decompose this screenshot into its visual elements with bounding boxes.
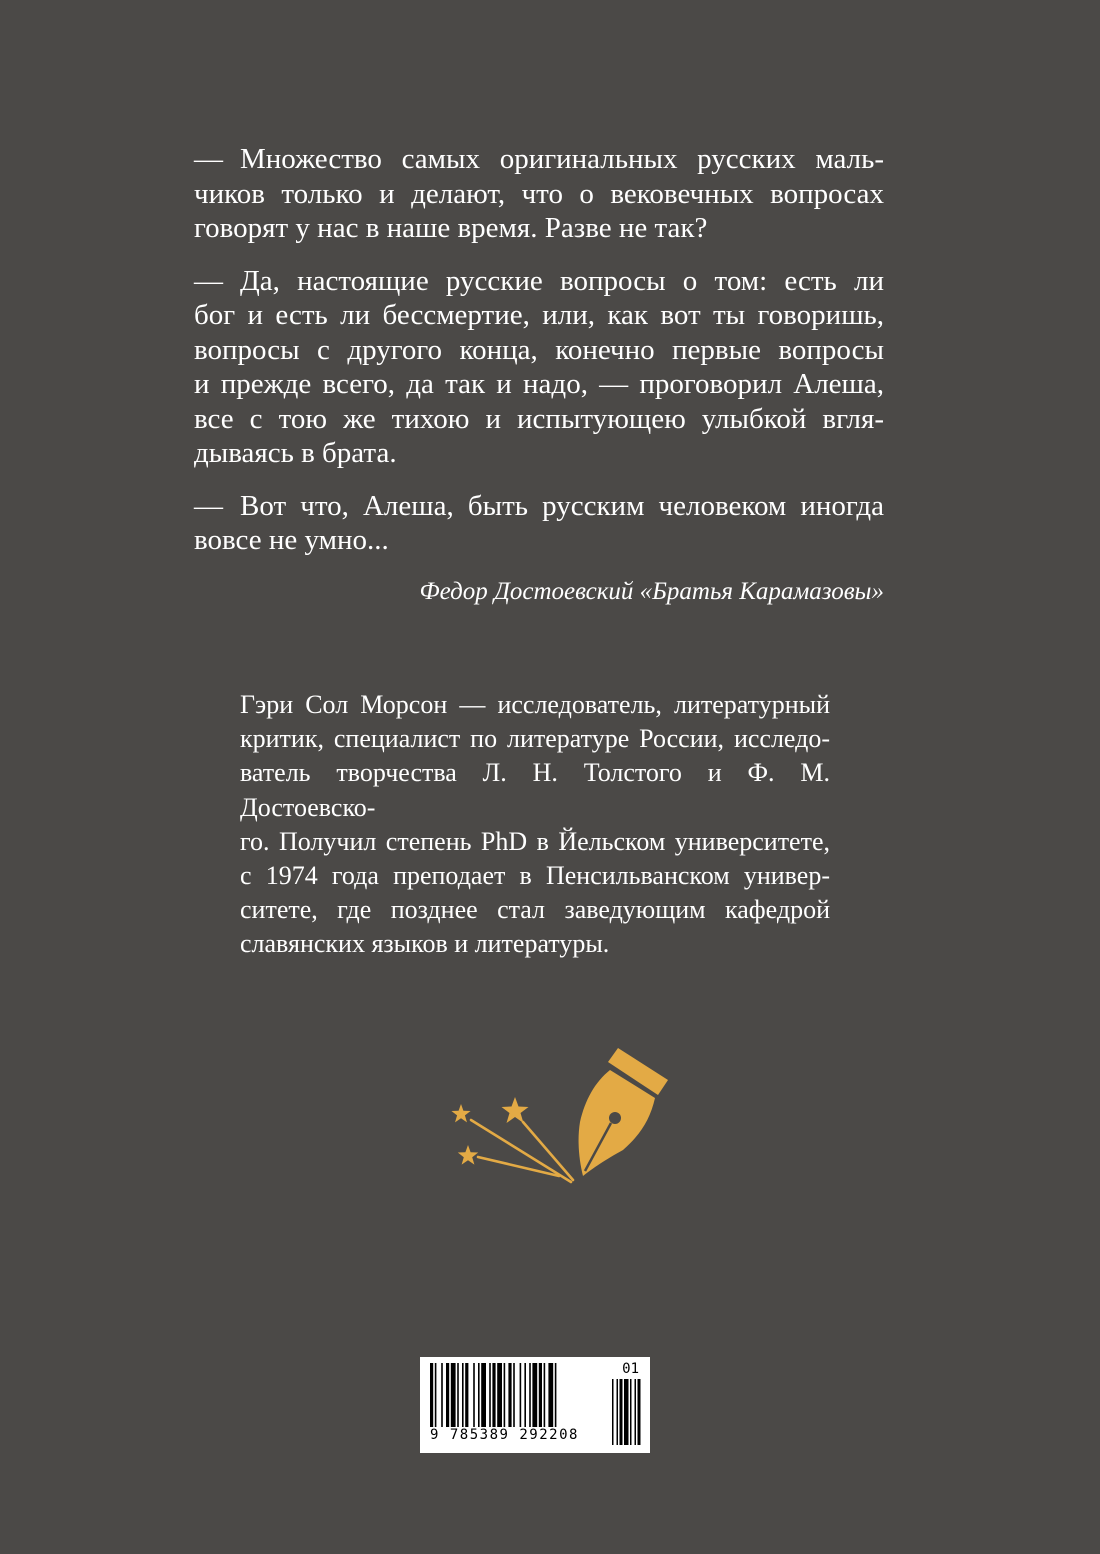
quote-line: [194, 264, 884, 299]
barcode-addon-digits: 01: [622, 1361, 639, 1377]
barcode-bar: [497, 1363, 502, 1429]
bio-line: ватель творчества Л. Н. Толстого и Ф. М. Достоевско-: [240, 758, 830, 822]
barcode-bar: [529, 1363, 531, 1429]
barcode-bar: [462, 1363, 464, 1429]
barcode-bar: [520, 1363, 522, 1429]
barcode-bar: [430, 1363, 433, 1429]
quote-paragraph-3: [194, 489, 884, 558]
bio-line: го. Получил степень PhD в Йельском университете,: [240, 826, 830, 856]
barcode-addon-bar: [638, 1379, 641, 1445]
barcode-addon-bar: [617, 1379, 619, 1445]
quote-paragraph-1: [194, 142, 884, 246]
star-icon: [458, 1145, 478, 1165]
epigraph-quote: [194, 142, 884, 576]
barcode-bar: [504, 1363, 506, 1429]
barcode-bar: [508, 1363, 511, 1429]
barcode-bar: [481, 1363, 486, 1429]
bio-line: ситете, где позднее стал заведующим кафедрой: [240, 895, 830, 925]
barcode-bar: [548, 1363, 553, 1429]
publisher-logo-svg: [445, 1040, 685, 1190]
barcode-bar: [544, 1363, 546, 1429]
barcode-bar: [441, 1363, 443, 1429]
barcode-bar: [492, 1363, 495, 1429]
quote-line: вопросы с другого конца, конечно первые вопросы: [194, 333, 884, 366]
barcode-bar: [457, 1363, 459, 1429]
quote-line: все с тою же тихою и испытующею улыбкой вгля-: [194, 402, 884, 435]
barcode-bar: [555, 1363, 557, 1429]
barcode-bar: [478, 1363, 480, 1429]
em-dash: —: [194, 489, 223, 522]
star-icon: [502, 1097, 529, 1123]
bio-line: с 1974 года преподает в Пенсильванском универ-: [240, 861, 830, 891]
star-icon: [451, 1104, 470, 1122]
quote-line-text: Множество самых оригинальных русских маль-: [240, 143, 884, 175]
quote-paragraph-2: [194, 264, 884, 471]
barcode-bar: [513, 1363, 515, 1429]
barcode-bar: [446, 1363, 449, 1429]
bio-line: Гэри Сол Морсон — исследователь, литературный: [240, 690, 830, 719]
quote-line: чиков только и делают, что о вековечных вопросах: [194, 177, 884, 210]
barcode-addon-bar: [620, 1379, 623, 1445]
pen-nib-icon: [579, 1048, 668, 1176]
barcode-bar: [435, 1363, 437, 1429]
star-trail: [523, 1122, 573, 1180]
quote-line: говорят у нас в наше время. Разве не так?: [194, 212, 708, 244]
author-bio: [240, 688, 830, 962]
barcode-bar: [532, 1363, 537, 1429]
fountain-pen-nib-with-stars-icon: [445, 1040, 685, 1190]
barcode-addon-bar: [635, 1379, 637, 1445]
bio-line: славянских языков и литературы.: [240, 929, 610, 959]
barcode-bar: [451, 1363, 456, 1429]
em-dash: —: [194, 264, 223, 297]
quote-line: бог и есть ли бессмертие, или, как вот ты говоришь,: [194, 299, 884, 331]
barcode-bar: [473, 1363, 475, 1429]
barcode-bar: [524, 1363, 526, 1429]
quote-line: дываясь в брата.: [194, 437, 397, 469]
barcode-addon-bar: [630, 1379, 632, 1445]
quote-line: вовсе не умно...: [194, 524, 389, 556]
barcode-addon-bar: [612, 1379, 614, 1445]
barcode-bar: [539, 1363, 542, 1429]
quote-line: и прежде всего, да так и надо, — проговорил Алеша,: [194, 368, 884, 400]
barcode-bar: [489, 1363, 491, 1429]
em-dash: —: [194, 143, 223, 175]
quote-attribution: Федор Достоевский «Братья Карамазовы»: [419, 578, 884, 605]
isbn-barcode: [420, 1357, 650, 1453]
quote-line: [194, 142, 884, 177]
quote-line-text: Вот что, Алеша, быть русским человеком иногда: [240, 489, 884, 522]
quote-line-text: Да, настоящие русские вопросы о том: есть ли: [240, 264, 884, 297]
barcode-addon-bar: [624, 1379, 629, 1445]
barcode-isbn-digits: 9 785389 292208: [430, 1427, 579, 1443]
bio-line: критик, специалист по литературе России, исследо-: [240, 724, 830, 754]
star-trail: [471, 1120, 571, 1182]
quote-line: [194, 489, 884, 524]
barcode-bar: [465, 1363, 468, 1429]
